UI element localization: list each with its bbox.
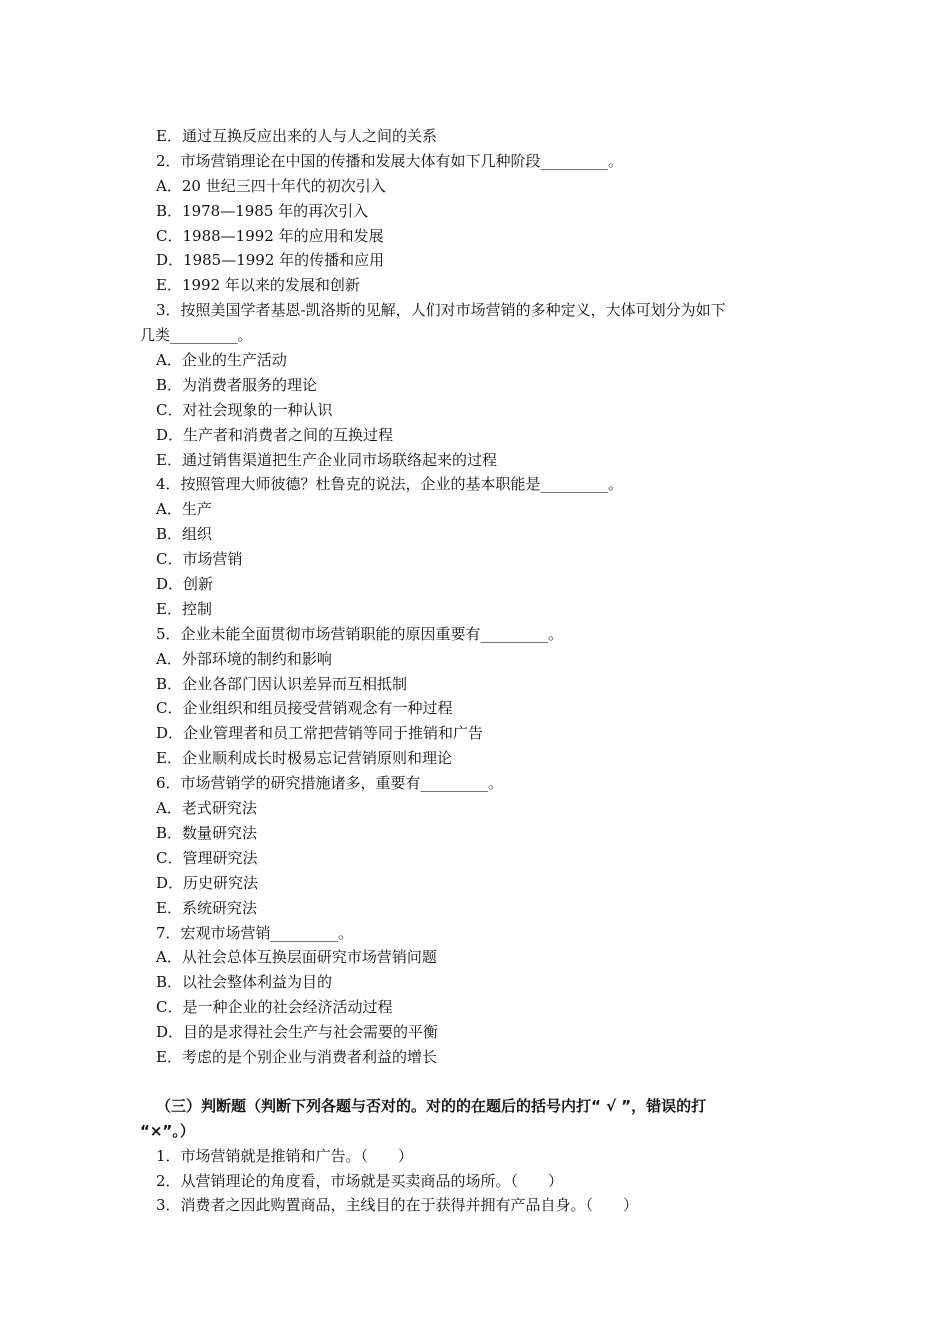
text-line: D．历史研究法 <box>156 873 259 892</box>
text-line: D．企业管理者和员工常把营销等同于推销和广告 <box>156 724 484 743</box>
text-line: A．老式研究法 <box>156 799 257 818</box>
section-gap <box>140 1070 820 1094</box>
text-line: D．生产者和消费者之间的互换过程 <box>156 425 394 444</box>
text-line: E．通过互换反应出来的人与人之间的关系 <box>156 127 437 145</box>
text-line: 7．宏观市场营销_________。 <box>156 923 354 942</box>
text-line: 几类_________。 <box>140 326 253 345</box>
question-list <box>140 124 820 1070</box>
text-line: D．创新 <box>156 575 214 594</box>
text-line: E．系统研究法 <box>156 898 257 917</box>
text-line: 3．按照美国学者基恩-凯洛斯的见解，人们对市场营销的多种定义，大体可划分为如下 <box>156 301 726 320</box>
text-line: C．管理研究法 <box>156 848 258 867</box>
text-line: E．1992 年以来的发展和创新 <box>156 276 360 295</box>
text-line: D．1985—1992 年的传播和应用 <box>156 251 385 270</box>
text-line: B．以社会整体利益为目的 <box>156 973 333 992</box>
judgement-item: 3．消费者之因此购置商品，主线目的在于获得并拥有产品自身。（ ） <box>156 1196 639 1215</box>
text-line: 4．按照管理大师彼德？杜鲁克的说法，企业的基本职能是_________。 <box>156 475 624 494</box>
judgement-item: 2．从营销理论的角度看，市场就是买卖商品的场所。（ ） <box>156 1171 564 1190</box>
text-line: A．从社会总体互换层面研究市场营销问题 <box>156 948 437 967</box>
text-line: E．控制 <box>156 599 212 618</box>
text-line: B．为消费者服务的理论 <box>156 375 318 394</box>
text-line: A．外部环境的制约和影响 <box>156 649 332 668</box>
text-line: C．是一种企业的社会经济活动过程 <box>156 998 393 1017</box>
text-line: 6．市场营销学的研究措施诸多，重要有_________。 <box>156 774 504 793</box>
section-heading: （三）判断题（判断下列各题与否对的。对的的在题后的括号内打“ √ ”，错误的打 <box>156 1096 707 1115</box>
text-line: B．企业各部门因认识差异而互相抵制 <box>156 674 408 693</box>
text-line: E．考虑的是个别企业与消费者利益的增长 <box>156 1047 437 1066</box>
document-content <box>140 124 820 1218</box>
text-line: 5．企业未能全面贯彻市场营销职能的原因重要有_________。 <box>156 624 564 643</box>
text-line: A．企业的生产活动 <box>156 351 287 370</box>
text-line: 2．市场营销理论在中国的传播和发展大体有如下几种阶段_________。 <box>156 151 624 170</box>
section-heading-continued: “×”。） <box>140 1121 195 1140</box>
text-line: C．对社会现象的一种认识 <box>156 400 333 419</box>
text-line: D．目的是求得社会生产与社会需要的平衡 <box>156 1023 439 1042</box>
text-line: A．20 世纪三四十年代的初次引入 <box>156 176 386 195</box>
text-line: C．市场营销 <box>156 550 243 569</box>
text-line: C．企业组织和组员接受营销观念有一种过程 <box>156 699 453 718</box>
text-line: B．1978—1985 年的再次引入 <box>156 201 369 220</box>
text-line: B．数量研究法 <box>156 823 258 842</box>
text-line: E．通过销售渠道把生产企业同市场联络起来的过程 <box>156 450 497 469</box>
text-line: B．组织 <box>156 525 213 544</box>
text-line: A．生产 <box>156 500 212 519</box>
judgement-item: 1．市场营销就是推销和广告。（ ） <box>156 1146 414 1165</box>
text-line: C．1988—1992 年的应用和发展 <box>156 226 384 245</box>
text-line: E．企业顺利成长时极易忘记营销原则和理论 <box>156 749 452 768</box>
